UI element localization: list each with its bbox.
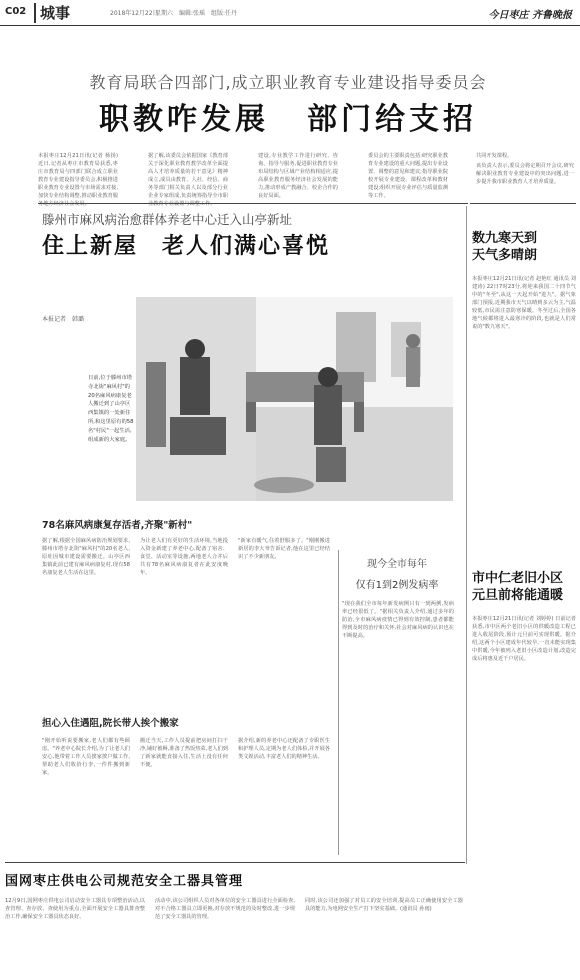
feature-column: 据了解,根据全国麻风病防治规划要求,滕州市塔寺北街"麻风村"的20名老人,原址因城市建设需要搬迁。山亭区西集镇此前已建有麻风病康复村,现有58名康复老人生活在这里。: [42, 538, 130, 576]
photo-caption: 日前,位于滕州市塔寺北街"麻风村"的20名麻风病康复老人搬迁到了山亭区西集镇的一处新住所,和这里原有的58名"村民"一起生活,组成新的大家庭。: [88, 375, 134, 443]
feature-headline: [42, 229, 412, 260]
lead-column: 委员会的主要职责包括:研究职业教育专业建设的重大问题,提出专业设置、调整的意见和建议;指导职业院校开展专业建设、课程改革和教材建设;组织开展专业评估与质量监测等工作。: [368, 153, 448, 199]
bottom-column: 活动中,该公司组织人员对各单位的安全工器具进行全面检查,对不合格工器具立即更换,对存放不规范的及时整改,进一步规范了安全工器具的管理。: [155, 898, 295, 920]
bottom-column: 同时,该公司还加强了对员工的安全培训,提高员工正确使用安全工器具的能力,为电网安全生产打下坚实基础。(通讯员 孙雨): [305, 898, 463, 912]
page-code: C02: [5, 6, 27, 17]
lead-column: 该负责人表示,委员会将定期召开会议,研究解决职业教育专业建设中的突出问题,进一步提升我市职业教育人才培养质量。: [476, 163, 574, 185]
section-divider: [5, 862, 465, 863]
issue-date: 2018年12月22日: [110, 10, 159, 17]
edit-info: 星期六 编辑:张瑶 组版:任丹: [155, 10, 238, 17]
right-headline-line: 数九寒天到: [472, 231, 538, 246]
side-headline: 仅有1到2例发病率: [355, 580, 439, 591]
feature-column: 据介绍,新的养老中心还配备了专职医生和护理人员,定期为老人们体检,并开展各类文娱活动,丰富老人们的精神生活。: [238, 738, 330, 760]
bottom-column: 12月9日,国网枣庄供电公司启动安全工器具专项整治活动,以查管理、查存放、查使用为重点,全面开展安全工器具排查整治工作,确保安全工器具状态良好。: [5, 898, 145, 920]
right-column: 本报枣庄12月21日讯(记者 赵艳红 通讯员 刘建涛) 22日7时23分,将迎来我国二十四节气中的"冬至",从这一天起开始"进九"。据气象部门预报,近期我市天气以晴到多云为主,气温较低,市民需注意防寒保暖。冬至过后,全国各地气候都将进入最寒冷的阶段,也就是人们常说的"数九寒天"。: [472, 276, 576, 330]
feature-kicker: 滕州市麻风病治愈群体养老中心迁入山亭新址: [42, 212, 293, 227]
section-divider: [38, 203, 468, 204]
right-headline: [472, 230, 576, 264]
masthead: [0, 0, 580, 26]
lead-column: 据了解,该委员会依据国家《教育部关于深化职业教育教学改革全面提高人才培养质量的若干意见》精神成立,成员由教育、人社、经信、商务等部门相关负责人以及部分行业企业专家组成,负责统筹指导全市职业教育专业设置与调整工作。: [148, 153, 228, 207]
feature-column: "刚开始听说要搬家,老人们都有些顾虑。"养老中心院长介绍,为了让老人们安心,他带着工作人员挨家挨户做工作,帮助老人们收拾行李,一件件搬到新家。: [42, 738, 130, 776]
right-headline-line: 元旦前将能通暖: [472, 588, 564, 603]
section-divider: [470, 203, 576, 204]
column-divider: [338, 550, 339, 855]
lead-headline-part2: 部门给支招: [307, 102, 477, 137]
right-column: 本报枣庄12月21日讯(记者 刘婷婷) 日前记者获悉,市中区两个老旧小区的供暖改造工程已进入收尾阶段,预计元旦前可实现供暖。据介绍,这两个小区建成年代较早,一直未能实现集中供暖,今年被列入老旧小区改造计划,改造完成后将惠及近千户居民。: [472, 616, 576, 662]
bottom-headline: 国网枣庄供电公司规范安全工器具管理: [5, 874, 244, 889]
right-headline: [472, 570, 576, 604]
feature-headline-part1: 住上新屋: [42, 234, 139, 259]
lead-column: 共同开发课程。: [476, 153, 513, 159]
side-kicker: 现今全市每年: [367, 559, 427, 570]
lead-kicker: 教育局联合四部门,成立职业教育专业建设指导委员会: [89, 73, 487, 92]
lead-headline-part1: 职教咋发展: [99, 102, 269, 137]
section-title: 城事: [34, 3, 82, 23]
side-column: "现在我们全市每年新发病例只有一到两例,发病率已经很低了。"据相关负责人介绍,通过多年的防治,全市麻风病疫情已得到有效控制,患者都能得到及时的治疗和关怀,社会对麻风病的认识也在不断提高。: [342, 601, 454, 639]
feature-headline-part2: 老人们满心喜悦: [162, 234, 331, 259]
feature-column: "新家有暖气,住着舒服多了。"刚刚搬进新居的李大爷告诉记者,他在这里已经结识了不少新朋友。: [238, 538, 330, 560]
feature-photo: [136, 297, 453, 501]
lead-headline: [38, 94, 538, 137]
feature-byline: 本报记者 韩璐: [42, 316, 85, 323]
lead-column: 本报枣庄12月21日讯(记者 杨扬) 近日,记者从枣庄市教育局获悉,枣庄市教育局与四部门联合成立职业教育专业建设指导委员会,积极推进职业教育专业设置与市场需求对接,加快专业结构调整,推动职业教育服务地方经济社会发展。: [38, 153, 118, 207]
right-headline-line: 市中仁老旧小区: [472, 571, 564, 586]
feature-column: 搬迁当天,工作人员提前把房间打扫干净,铺好被褥,准备了热饭热菜,老人们到了新家就能直接入住,生活上没有任何不便。: [140, 738, 228, 768]
feature-column: 为让老人们有更好的生活环境,当地投入资金新建了养老中心,配备了宿舍、食堂、活动室等设施,两地老人合并后共有78名麻风病康复者在此安度晚年。: [140, 538, 228, 576]
subheading: 78名麻风病康复存活者,齐聚"新村": [42, 520, 193, 531]
paper-name: 今日枣庄 齐鲁晚报: [488, 10, 572, 21]
lead-column: 建设,专业教学工作进行研究、咨询、指导与服务,促进职业教育专业布局结构与区域产业结构相适应,提高职业教育服务经济社会发展的能力,推动形成产教融合、校企合作的良好局面。: [258, 153, 338, 199]
right-headline-line: 天气多晴朗: [472, 248, 538, 263]
subheading: 担心入住遇阻,院长带人挨个搬家: [42, 718, 179, 729]
column-divider: [466, 206, 467, 864]
